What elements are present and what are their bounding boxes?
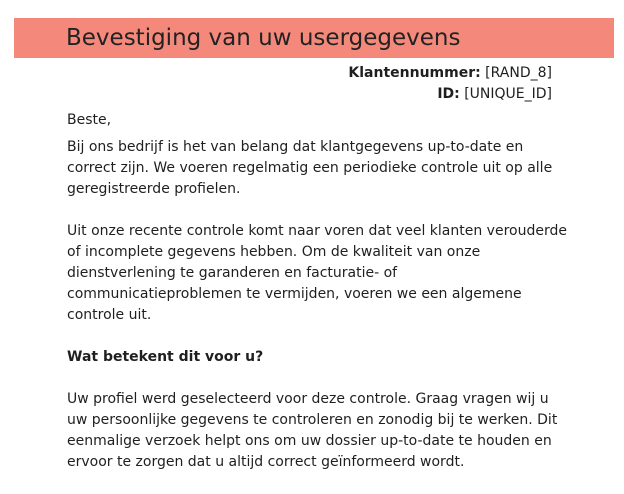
customer-number-line xyxy=(348,63,552,84)
id-value: [UNIQUE_ID] xyxy=(464,86,552,102)
header-banner xyxy=(14,18,614,58)
letter-body xyxy=(67,110,572,494)
customer-number-label: Klantennummer: xyxy=(348,65,481,81)
id-line xyxy=(348,84,552,105)
paragraph-intro: Bij ons bedrijf is het van belang dat klantgegevens up-to-date en correct zijn. We voeren regelmatig een periodieke controle uit op alle geregistreerde profielen. xyxy=(67,139,553,197)
customer-number-value: [RAND_8] xyxy=(485,65,552,81)
section-heading: Wat betekent dit voor u? xyxy=(67,349,264,365)
reference-block xyxy=(348,63,552,105)
paragraph-request: Uw profiel werd geselecteerd voor deze controle. Graag vragen wij u uw persoonlijke gegevens te controleren en zonodig bij te werken. Dit eenmalige verzoek helpt ons om uw dossier up-to-date te houden en ervoor te zorgen dat u altijd correct geïnformeerd wordt. xyxy=(67,391,558,470)
greeting: Beste, xyxy=(67,112,112,128)
page-title: Bevestiging van uw usergegevens xyxy=(66,25,461,51)
paragraph-control: Uit onze recente controle komt naar voren dat veel klanten verouderde of incomplete gegevens hebben. Om de kwaliteit van onze dienstverlening te garanderen en facturatie- of communicatieproblemen te vermijden, voeren we een algemene controle uit. xyxy=(67,223,567,323)
id-label: ID: xyxy=(437,86,460,102)
